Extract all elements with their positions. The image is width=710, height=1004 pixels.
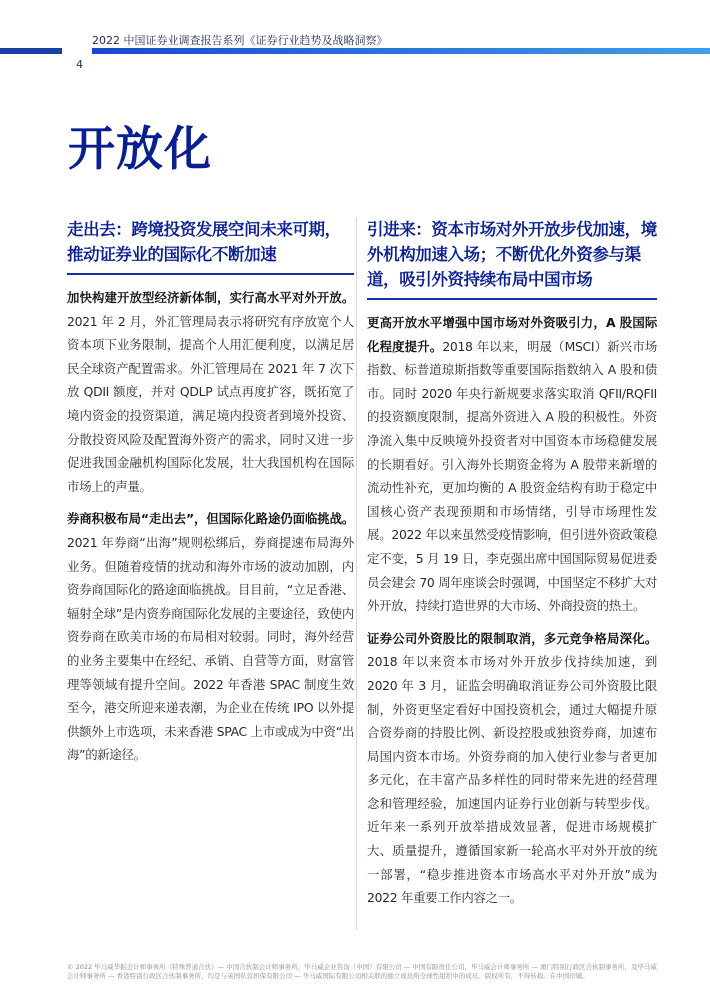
right-heading-rule (367, 298, 657, 300)
left-column-heading: 走出去：跨境投资发展空间未来可期，推动证券业的国际化不断加速 (67, 220, 341, 264)
paragraph-body: 2018 年以来，明晟（MSCI）新兴市场指数、标普道琼斯指数等重要国际指数纳入 A 股和债市。同时 2020 年央行新规要求落实取消 QFII/RQFII 的投资额度限制，提高外资进入 A 股的积极性。外资净流入集中反映境外投资者对中国资本市场稳健发展的长期看好。引入海外长期资金将为 A 股带来新增的流动性补充，更加均衡的 A 股资金结构有助于稳定中国核心资产表现预期和市场情绪，引导市场理性发展。2022 年以来虽然受疫情影响，但引进外资政策稳定不变，5 月 19 日，李克强出席中国国际贸易促进委员会建会 70 周年座谈会时强调，中国坚定不移扩大对外开放，持续打造世界的大市场、外商投资的热土。 (367, 338, 657, 614)
paragraph-lead: 加快构建开放型经济新体制，实行高水平对外开放。 (67, 290, 354, 305)
right-paragraph-1 (367, 311, 657, 618)
right-column-heading: 引进来：资本市场对外开放步伐加速，境外机构加速入场；不断优化外资参与渠道，吸引外资持续布局中国市场 (367, 220, 657, 289)
paragraph-body: 2021 年 2 月，外汇管理局表示将研究有序放宽个人资本项下业务限制，提高个人用汇便利度，以满足居民全球资产配置需求。外汇管理局在 2021 年 7 次下放 QDII 额度，并对 QDLP 试点再度扩容，既拓宽了境内资金的投资渠道，满足境内投资者到境外投资、分散投资风险及配置海外资产的需求，同时又进一步促进我国金融机构国际化发展，壮大我国机构在国际市场上的声量。 (67, 313, 354, 494)
column-divider (356, 217, 357, 930)
paragraph-lead: 更高开放水平增强中国市场对外资吸引力，A 股国际化程度提升。 (367, 315, 657, 354)
left-column (67, 217, 354, 776)
left-heading-rule (67, 273, 354, 275)
header-accent-bar-right (92, 48, 710, 54)
right-column (367, 217, 657, 919)
left-paragraph-1 (67, 286, 354, 498)
paragraph-body: 2021 年券商“出海”规则松绑后，券商提速布局海外业务。但随着疫情的扰动和海外市场的波动加剧，内资券商国际化的路途面临挑战。目目前，“立足香港、辐射全球”是内资券商国际化发展的主要途径，致使内资券商在欧美市场的布局相对较弱。同时，海外经营的业务主要集中在经纪、承销、自营等方面，财富管理等领域有提升空间。2022 年香港 SPAC 制度生效至今，港交所迎来递表潮，为企业在传统 IPO 以外提供额外上市选项，未来香港 SPAC 上市或成为中资“出海”的新途径。 (67, 534, 354, 763)
page-number: 4 (76, 58, 83, 71)
right-paragraph-2 (367, 627, 657, 910)
paragraph-lead: 证券公司外资股比的限制取消，多元竞争格局深化。 (367, 630, 657, 646)
header-accent-bar-left (0, 48, 62, 54)
report-series-title: 2022 中国证券业调查报告系列《证券行业趋势及战略洞察》 (92, 34, 388, 47)
left-paragraph-2 (67, 507, 354, 767)
page-title: 开放化 (68, 122, 212, 177)
paragraph-body: 2018 年以来资本市场对外开放步伐持续加速，到 2020 年 3 月，证监会明确取消证券公司外资股比限制，外资更坚定看好中国投资机会，通过大幅提升原合资券商的持股比例、新设控股或独资券商，加速布局国内资本市场。外资券商的加入使行业参与者更加多元化，在丰富产品多样性的同时带来先进的经营理念和管理经验，加速国内证券行业创新与转型步伐。近年来一系列开放举措成效显著，促进市场规模扩大、质量提升，遵循国家新一轮高水平对外开放的统一部署，“稳步推进资本市场高水平对外开放”成为 2022 年重要工作内容之一。 (367, 654, 657, 906)
paragraph-lead: 券商积极布局“走出去”，但国际化路途仍面临挑战。 (67, 511, 354, 527)
copyright-footer: © 2022 毕马威华振会计师事务所（特殊普通合伙）— 中国合伙制会计师事务所，毕马威企业咨询（中国）有限公司 — 中国有限责任公司，毕马威会计师事务所 — 澳门特别行政区合伙制事务所，及毕马威会计师事务所 — 香港特别行政区合伙制事务所，均是与英国私营担保有限公司 — 毕马威国际有限公司相关联的独立成员所全球性组织中的成员。版权所有，不得转载。在中国印刷。 (67, 963, 658, 980)
